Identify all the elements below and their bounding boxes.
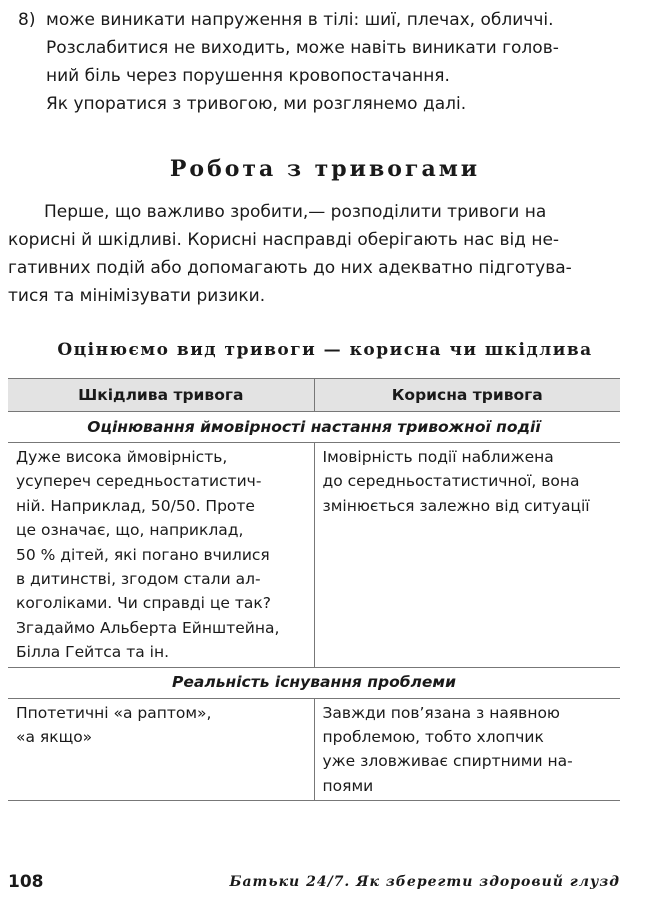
cell-line: ній. Наприклад, 50/50. Проте bbox=[16, 496, 255, 515]
list-item-line: ний біль через порушення кровопостачання. bbox=[46, 66, 450, 86]
cell-line: 50 % дітей, які погано вчилися bbox=[16, 545, 270, 564]
cell-line: Завжди пов’язана з наявною bbox=[322, 703, 560, 722]
list-item-8 bbox=[18, 6, 628, 118]
list-item-line: може виникати напруження в тілі: шиї, плечах, обличчі. bbox=[46, 10, 554, 30]
section-title-reality: Реальність існування проблеми bbox=[8, 667, 620, 698]
list-item-line: Розслабитися не виходить, може навіть виникати голов- bbox=[46, 38, 559, 58]
paragraph-line: Перше, що важливо зробити,— розподілити тривоги на bbox=[44, 202, 547, 222]
cell-line: «а якщо» bbox=[16, 728, 93, 747]
table-section-row bbox=[8, 667, 620, 698]
section-heading: Робота з тривогами bbox=[169, 156, 481, 182]
page-footer bbox=[8, 872, 620, 896]
paragraph-line: корисні й шкідливі. Корисні насправді оберігають нас від не- bbox=[8, 230, 560, 250]
cell-line: змінюється залежно від ситуації bbox=[322, 496, 590, 515]
cell-line: це означає, що, наприклад, bbox=[16, 521, 244, 540]
table-row bbox=[8, 443, 620, 668]
cell-line: до середньостатистичної, вона bbox=[322, 472, 580, 491]
table-section-row bbox=[8, 412, 620, 443]
header-harmful: Шкідлива тривога bbox=[8, 379, 314, 412]
anxiety-comparison-table bbox=[8, 378, 620, 801]
table-row bbox=[8, 698, 620, 801]
cell-line: Імовірність події наближена bbox=[322, 448, 554, 466]
list-item-line: Як упоратися з тривогою, ми розглянемо далі. bbox=[46, 94, 467, 114]
list-item-number: 8) bbox=[18, 10, 36, 30]
cell-line: Білла Гейтса та ін. bbox=[16, 643, 170, 662]
paragraph-line: тися та мінімізувати ризики. bbox=[8, 286, 266, 306]
cell-line: Згадаймо Альберта Ейнштейна, bbox=[16, 618, 280, 637]
table-header-row bbox=[8, 379, 620, 412]
cell-useful-reality bbox=[314, 698, 620, 801]
page-number: 108 bbox=[8, 872, 44, 892]
cell-line: поями bbox=[322, 776, 374, 795]
table-caption: Оцінюємо вид тривоги — корисна чи шкідлива bbox=[57, 340, 593, 360]
cell-line: Ппотетичні «а раптом», bbox=[16, 703, 212, 722]
cell-harmful-probability bbox=[8, 443, 314, 668]
header-useful: Корисна тривога bbox=[314, 379, 620, 412]
cell-line: уже зловживає спиртними на- bbox=[322, 752, 573, 771]
paragraph-line: гативних подій або допомагають до них адекватно підготува- bbox=[8, 258, 572, 278]
section-title-probability: Оцінювання ймовірності настання тривожної події bbox=[8, 412, 620, 443]
body-paragraph bbox=[8, 198, 622, 310]
cell-line: Дуже висока ймовірність, bbox=[16, 448, 228, 466]
cell-useful-probability bbox=[314, 443, 620, 668]
cell-line: проблемою, тобто хлопчик bbox=[322, 728, 544, 747]
cell-line: коголіками. Чи справді це так? bbox=[16, 594, 272, 613]
cell-line: в дитинстві, згодом стали ал- bbox=[16, 570, 261, 589]
cell-line: усупереч середньостатистич- bbox=[16, 472, 262, 491]
cell-harmful-reality bbox=[8, 698, 314, 801]
running-title: Батьки 24/7. Як зберегти здоровий глузд bbox=[229, 874, 620, 890]
